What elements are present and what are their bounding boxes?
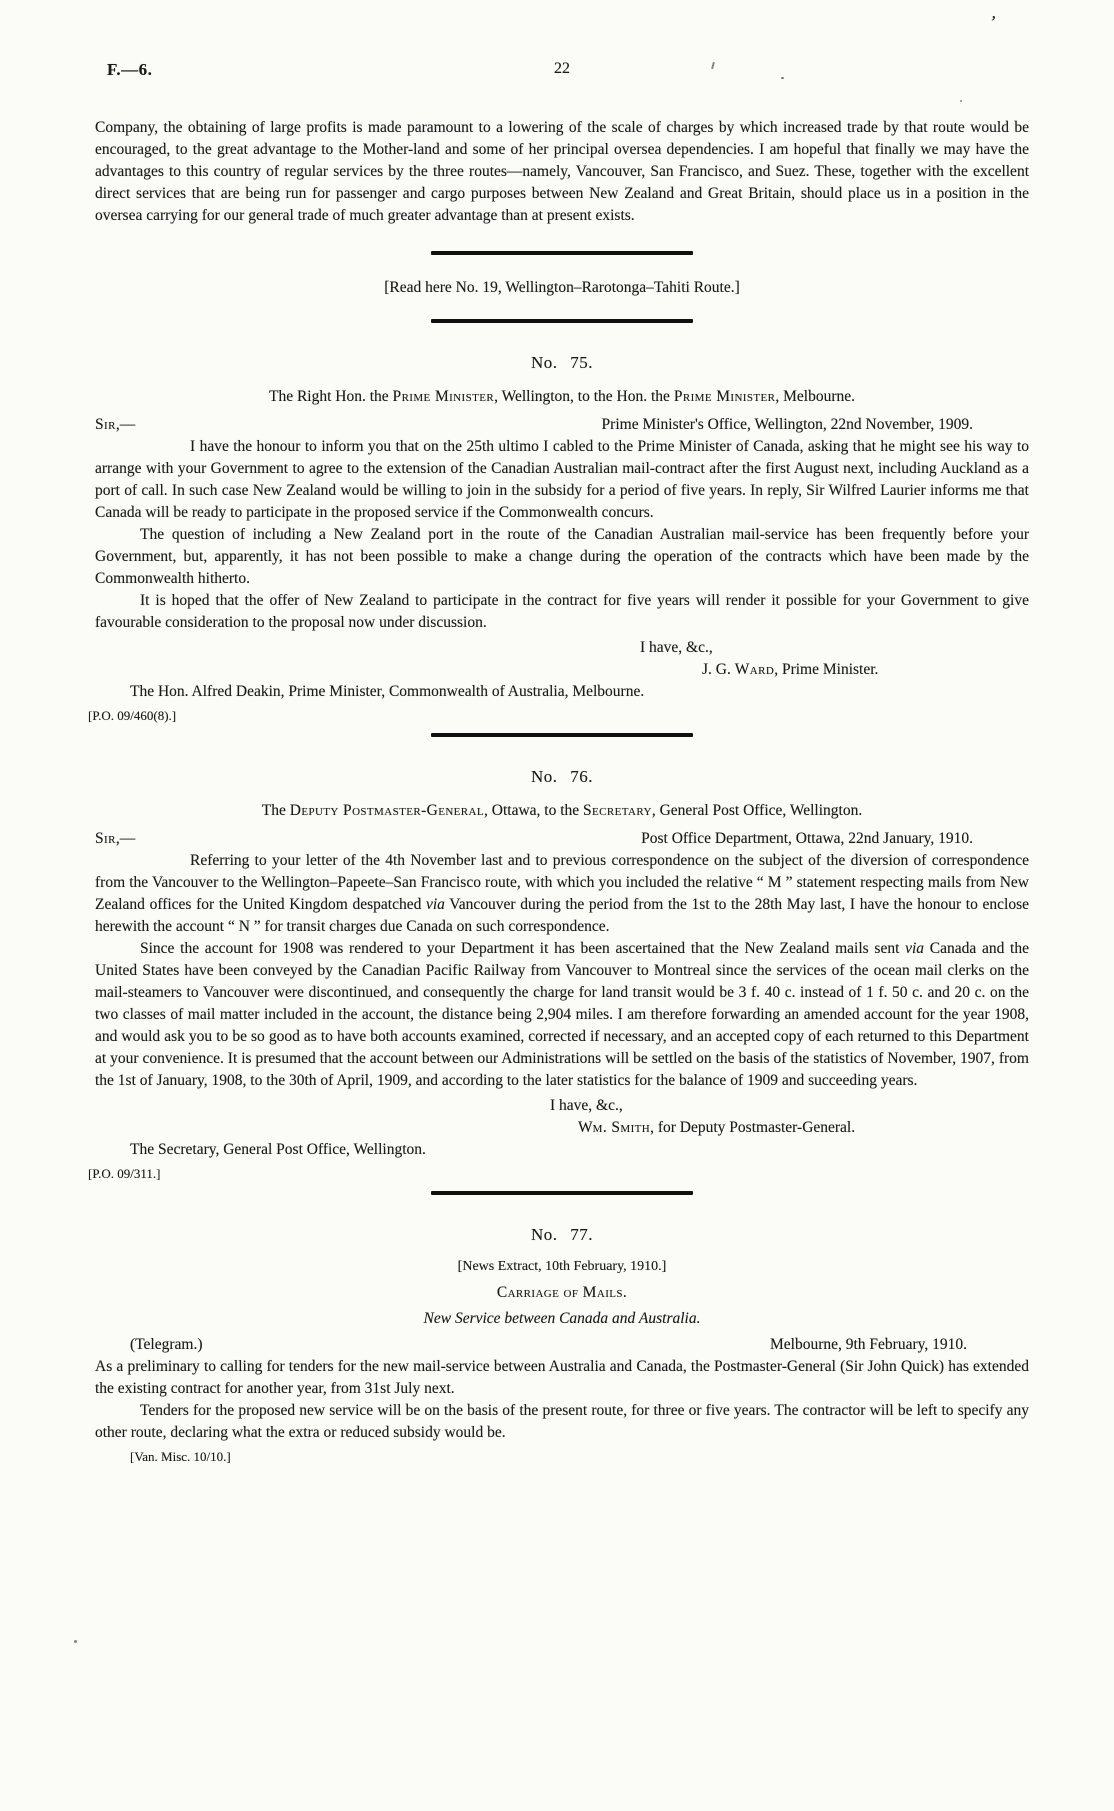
ink-mark: ’ xyxy=(988,11,998,33)
intro-paragraph: Company, the obtaining of large profits is made paramount to a lowering of the scale of charges by which increased trade by that route would be encouraged, to the great advantage to the Mother-land and some of her principal oversea dependencies. I am hopeful that finally we may have the advantages to this country of regular services by the three routes—namely, Vancouver, San Francisco, and Suez. These, together with the excellent direct services that are being run for passenger and cargo purposes between New Zealand and Great Britain, should place us in a position in the oversea carrying for our general trade of much greater advantage than at present exists. xyxy=(95,119,1029,224)
page-number: 22 xyxy=(554,60,570,77)
signature: J. G. Ward, Prime Minister. xyxy=(702,661,879,678)
letter-number: No. 75. xyxy=(530,353,594,372)
telegram-row xyxy=(95,1334,1029,1356)
article-paragraph: Tenders for the proposed new service will be on the basis of the present route, for three or five years. The contractor will be left to specify any other route, declaring what the extra or reduced subsidy would be. xyxy=(95,1402,1029,1441)
article-paragraph: As a preliminary to calling for tenders for the new mail-service between Australia and Canada, the Postmaster-General (Sir John Quick) has extended the existing contract for another year, from 31st July next. xyxy=(95,1358,1029,1397)
section-divider xyxy=(431,319,693,323)
article-title: Carriage of Mails. xyxy=(496,1284,628,1301)
document-reference: F.—6. xyxy=(107,60,153,79)
news-extract-77 xyxy=(95,1225,1029,1466)
letter-paragraph: The question of including a New Zealand port in the route of the Canadian Australian mail-service has been frequently before your Government, but, apparently, it has not been possible to make a change during the operation of the contracts which have been made by the Commonwealth hitherto. xyxy=(95,526,1029,587)
page-header xyxy=(95,60,1029,84)
letter-76 xyxy=(88,767,1029,1183)
scan-artifact xyxy=(960,100,962,102)
dateline: Melbourne, 9th February, 1910. xyxy=(769,1336,967,1353)
item-number: No. 77. xyxy=(530,1225,594,1244)
section-divider xyxy=(431,1191,693,1195)
salutation: Sir,— xyxy=(95,416,136,433)
letter-heading: The Right Hon. the Prime Minister, Wellington, to the Hon. the Prime Minister, Melbourne. xyxy=(268,388,855,405)
letter-paragraph: Referring to your letter of the 4th November last and to previous correspondence on the subject of the diversion of correspondence from the Vancouver to the Wellington–Papeete–San Francisco route, with which you included the relative “ M ” statement respecting mails from New Zealand offices for the United Kingdom despatched via Vancouver during the period from the 1st to the 28th May last, I have the honour to enclose herewith the account “ N ” for transit charges due Canada on such correspondence. xyxy=(95,852,1029,935)
salutation-row xyxy=(95,414,1029,436)
stage-direction: [Read here No. 19, Wellington–Rarotonga–Tahiti Route.] xyxy=(384,279,740,296)
signature: Wm. Smith, for Deputy Postmaster-General. xyxy=(578,1119,856,1136)
dateline: Prime Minister's Office, Wellington, 22nd November, 1909. xyxy=(601,416,973,433)
letter-paragraph: I have the honour to inform you that on the 25th ultimo I cabled to the Prime Minister of Canada, asking that he might see his way to arrange with your Government to agree to the extension of the Canadian Australian mail-contract after the first August next, including Auckland as a port of call. In such case New Zealand would be willing to join in the subsidy for a period of five years. In reply, Sir Wilfred Laurier informs me that Canada will be ready to participate in the proposed service if the Commonwealth concurs. xyxy=(95,438,1029,521)
letter-paragraph: It is hoped that the offer of New Zealand to participate in the contract for five years will render it possible for your Government to give favourable consideration to the proposal now under discussion. xyxy=(95,592,1029,631)
file-reference: [Van. Misc. 10/10.] xyxy=(130,1449,231,1464)
article-subtitle: New Service between Canada and Australia. xyxy=(423,1310,701,1327)
file-reference: [P.O. 09/460(8).] xyxy=(88,708,177,723)
scan-artifact xyxy=(74,1640,77,1643)
letter-paragraph: Since the account for 1908 was rendered to your Department it has been ascertained that the New Zealand mails sent via Canada and the United States have been conveyed by the Canadian Pacific Railway from Vancouver to Montreal since the services of the ocean mail clerks on the mail-steamers to Vancouver were discontinued, and consequently the charge for land transit would be 3 f. 40 c. instead of 1 f. 50 c. and 20 c. on the two classes of mail matter included in the account, the distance being 2,904 miles. I am therefore forwarding an amended account for the year 1908, and would ask you to be so good as to have both accounts examined, corrected if necessary, and an accepted copy of each returned to this Department at your convenience. It is presumed that the account between our Administrations will be settled on the basis of the statistics of November, 1907, from the 1st of January, 1908, to the 30th of April, 1909, and according to the later statistics for the balance of 1909 and succeeding years. xyxy=(95,940,1029,1089)
section-divider xyxy=(431,251,693,255)
valediction: I have, &c., xyxy=(640,639,713,656)
file-reference: [P.O. 09/311.] xyxy=(88,1166,161,1181)
valediction: I have, &c., xyxy=(550,1097,623,1114)
salutation: Sir,— xyxy=(95,830,136,847)
salutation-row xyxy=(95,828,1029,850)
letter-heading: The Deputy Postmaster-General, Ottawa, to the Secretary, General Post Office, Wellington. xyxy=(261,802,863,819)
telegram-label: (Telegram.) xyxy=(130,1336,203,1353)
news-extract-line: [News Extract, 10th February, 1910.] xyxy=(457,1259,667,1274)
section-divider xyxy=(431,733,693,737)
addressee: The Hon. Alfred Deakin, Prime Minister, Commonwealth of Australia, Melbourne. xyxy=(130,683,645,700)
letter-number: No. 76. xyxy=(530,767,594,786)
dateline: Post Office Department, Ottawa, 22nd January, 1910. xyxy=(641,830,973,847)
letter-75 xyxy=(88,353,1029,725)
addressee: The Secretary, General Post Office, Wellington. xyxy=(130,1141,426,1158)
